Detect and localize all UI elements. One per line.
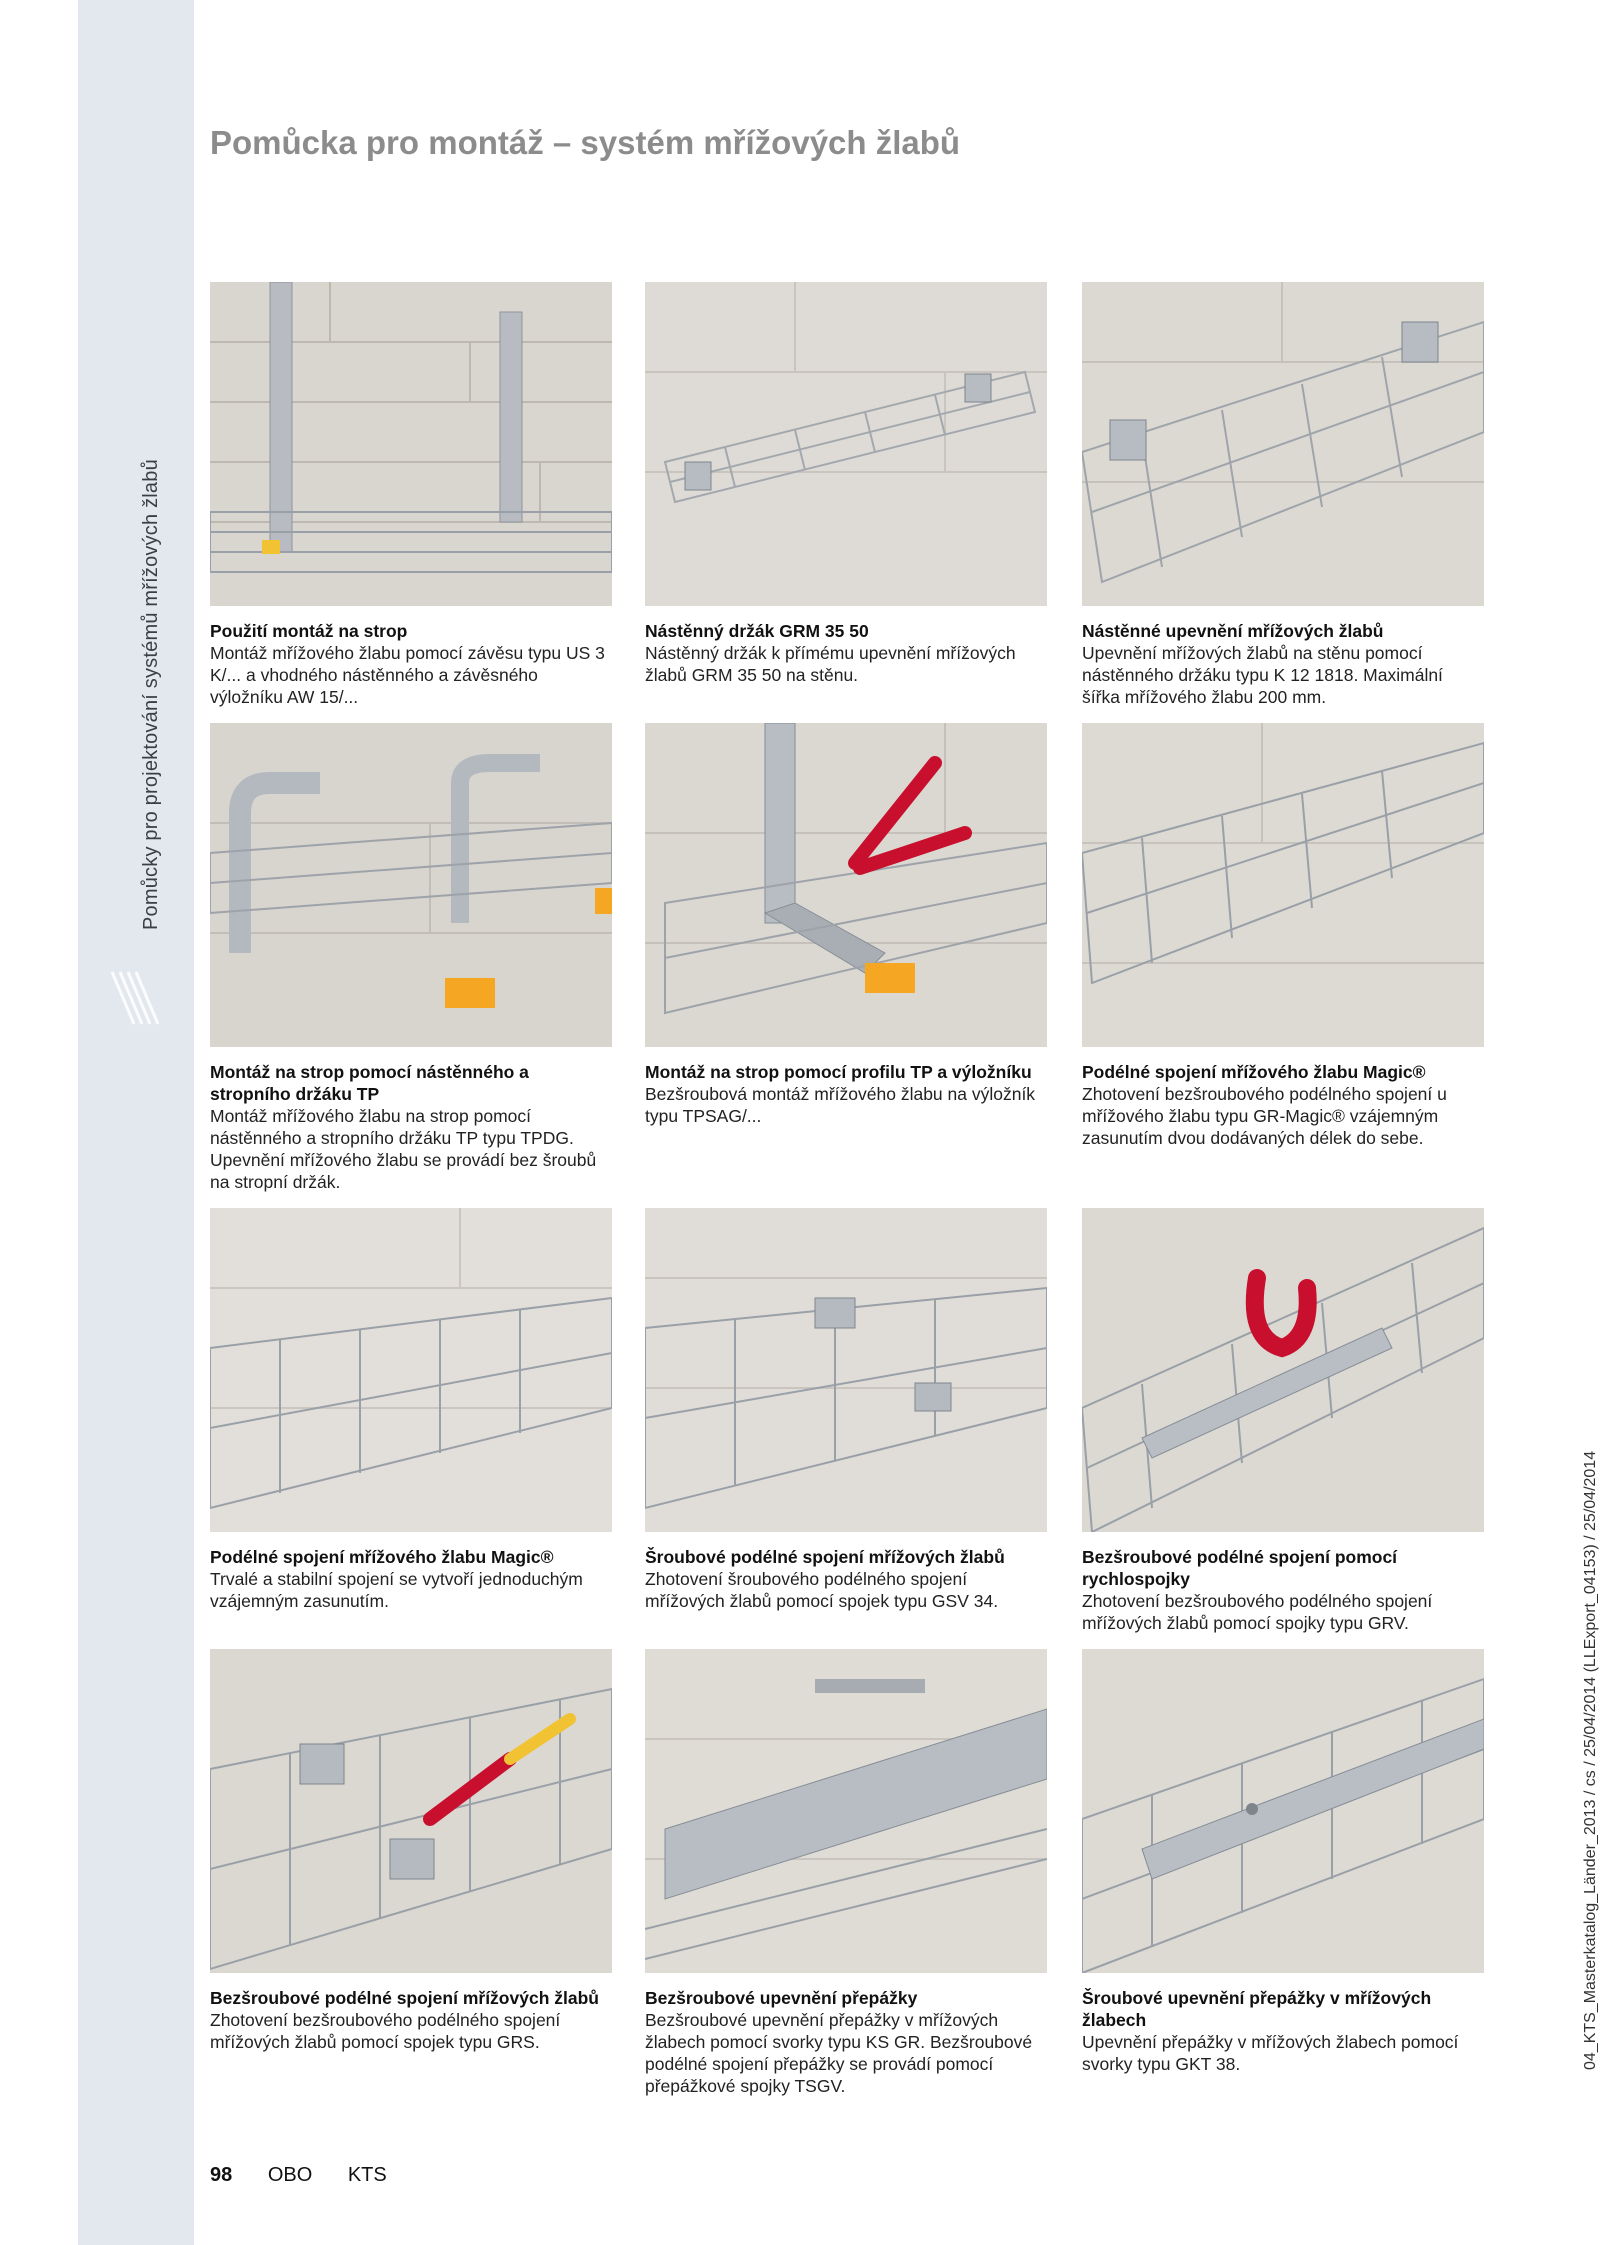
item-text: Bezšroubové upevnění přepážky v mřížových žlabech pomocí svorky typu KS GR. Bezšroubové podélné spojení přepážky se provádí pomocí přepážkové spojky TSGV.: [645, 2010, 1033, 2096]
item-caption: [210, 620, 612, 708]
item-caption: [210, 1546, 612, 1612]
item-title: Šroubové podélné spojení mřížových žlabů: [645, 1547, 1005, 1567]
item-title: Nástěnné upevnění mřížových žlabů: [1082, 621, 1384, 641]
product-photo: [1082, 1208, 1484, 1532]
item-caption: [1082, 1061, 1484, 1149]
product-photo: [1082, 723, 1484, 1047]
footer-brand: OBO: [267, 2164, 313, 2186]
product-photo: [645, 1649, 1047, 1973]
item-text: Zhotovení bezšroubového podélného spojení u mřížového žlabu typu GR-Magic® vzájemným zasunutím dvou dodávaných délek do sebe.: [1082, 1084, 1447, 1148]
item-caption: [210, 1061, 612, 1193]
item-text: Upevnění mřížových žlabů na stěnu pomocí nástěnného držáku typu K 12 1818. Maximální šířka mřížového žlabu 200 mm.: [1082, 643, 1443, 707]
item-title: Bezšroubové upevnění přepážky: [645, 1988, 918, 2008]
product-photo: [645, 1208, 1047, 1532]
item-title: Bezšroubové podélné spojení mřížových žlabů: [210, 1988, 599, 2008]
item-caption: [645, 1987, 1047, 2097]
product-photo: [210, 1208, 612, 1532]
item-title: Nástěnný držák GRM 35 50: [645, 621, 869, 641]
page-number: 98: [210, 2164, 233, 2186]
item-caption: [645, 1546, 1047, 1612]
side-section-label: Pomůcky pro projektování systémů mřížových žlabů: [140, 459, 162, 930]
item-caption: [210, 1987, 612, 2053]
item-title: Podélné spojení mřížového žlabu Magic®: [210, 1547, 554, 1567]
product-photo: [1082, 282, 1484, 606]
product-photo: [210, 282, 612, 606]
item-title: Bezšroubové podélné spojení pomocí rychlospojky: [1082, 1547, 1398, 1589]
item-text: Trvalé a stabilní spojení se vytvoří jednoduchým vzájemným zasunutím.: [210, 1569, 583, 1611]
document-reference: 04_KTS_Masterkatalog_Länder_2013 / cs / 25/04/2014 (LLExport_04153) / 25/04/2014: [1582, 1450, 1599, 2070]
product-photo: [210, 1649, 612, 1973]
item-text: Montáž mřížového žlabu pomocí závěsu typu US 3 K/... a vhodného nástěnného a závěsného výložníku AW 15/...: [210, 643, 605, 707]
product-photo: [645, 282, 1047, 606]
product-photo: [645, 723, 1047, 1047]
page-title: Pomůcka pro montáž – systém mřížových žlabů: [210, 124, 961, 161]
item-title: Montáž na strop pomocí profilu TP a výložníku: [645, 1062, 1032, 1082]
item-text: Upevnění přepážky v mřížových žlabech pomocí svorky typu GKT 38.: [1082, 2032, 1459, 2074]
item-caption: [645, 1061, 1047, 1127]
item-title: Podélné spojení mřížového žlabu Magic®: [1082, 1062, 1426, 1082]
item-title: Použití montáž na strop: [210, 621, 408, 641]
item-caption: [1082, 1546, 1484, 1634]
footer-section: KTS: [347, 2164, 387, 2186]
page-footer: [210, 2164, 417, 2187]
item-text: Nástěnný držák k přímému upevnění mřížových žlabů GRM 35 50 na stěnu.: [645, 643, 1016, 685]
item-text: Bezšroubová montáž mřížového žlabu na výložník typu TPSAG/...: [645, 1084, 1036, 1126]
item-caption: [645, 620, 1047, 686]
item-title: Šroubové upevnění přepážky v mřížových žlabech: [1082, 1988, 1432, 2030]
item-text: Zhotovení bezšroubového podélného spojení mřížových žlabů pomocí spojek typu GRS.: [210, 2010, 561, 2052]
product-photo: [210, 723, 612, 1047]
item-caption: [1082, 620, 1484, 708]
item-caption: [1082, 1987, 1484, 2075]
item-title: Montáž na strop pomocí nástěnného a stropního držáku TP: [210, 1062, 529, 1104]
product-photo: [1082, 1649, 1484, 1973]
item-text: Zhotovení šroubového podélného spojení mřížových žlabů pomocí spojek typu GSV 34.: [645, 1569, 999, 1611]
item-text: Zhotovení bezšroubového podélného spojení mřížových žlabů pomocí spojky typu GRV.: [1082, 1591, 1433, 1633]
item-text: Montáž mřížového žlabu na strop pomocí nástěnného a stropního držáku TP typu TPDG. Upevnění mřížového žlabu se provádí bez šroubů na stropní držák.: [210, 1106, 597, 1192]
